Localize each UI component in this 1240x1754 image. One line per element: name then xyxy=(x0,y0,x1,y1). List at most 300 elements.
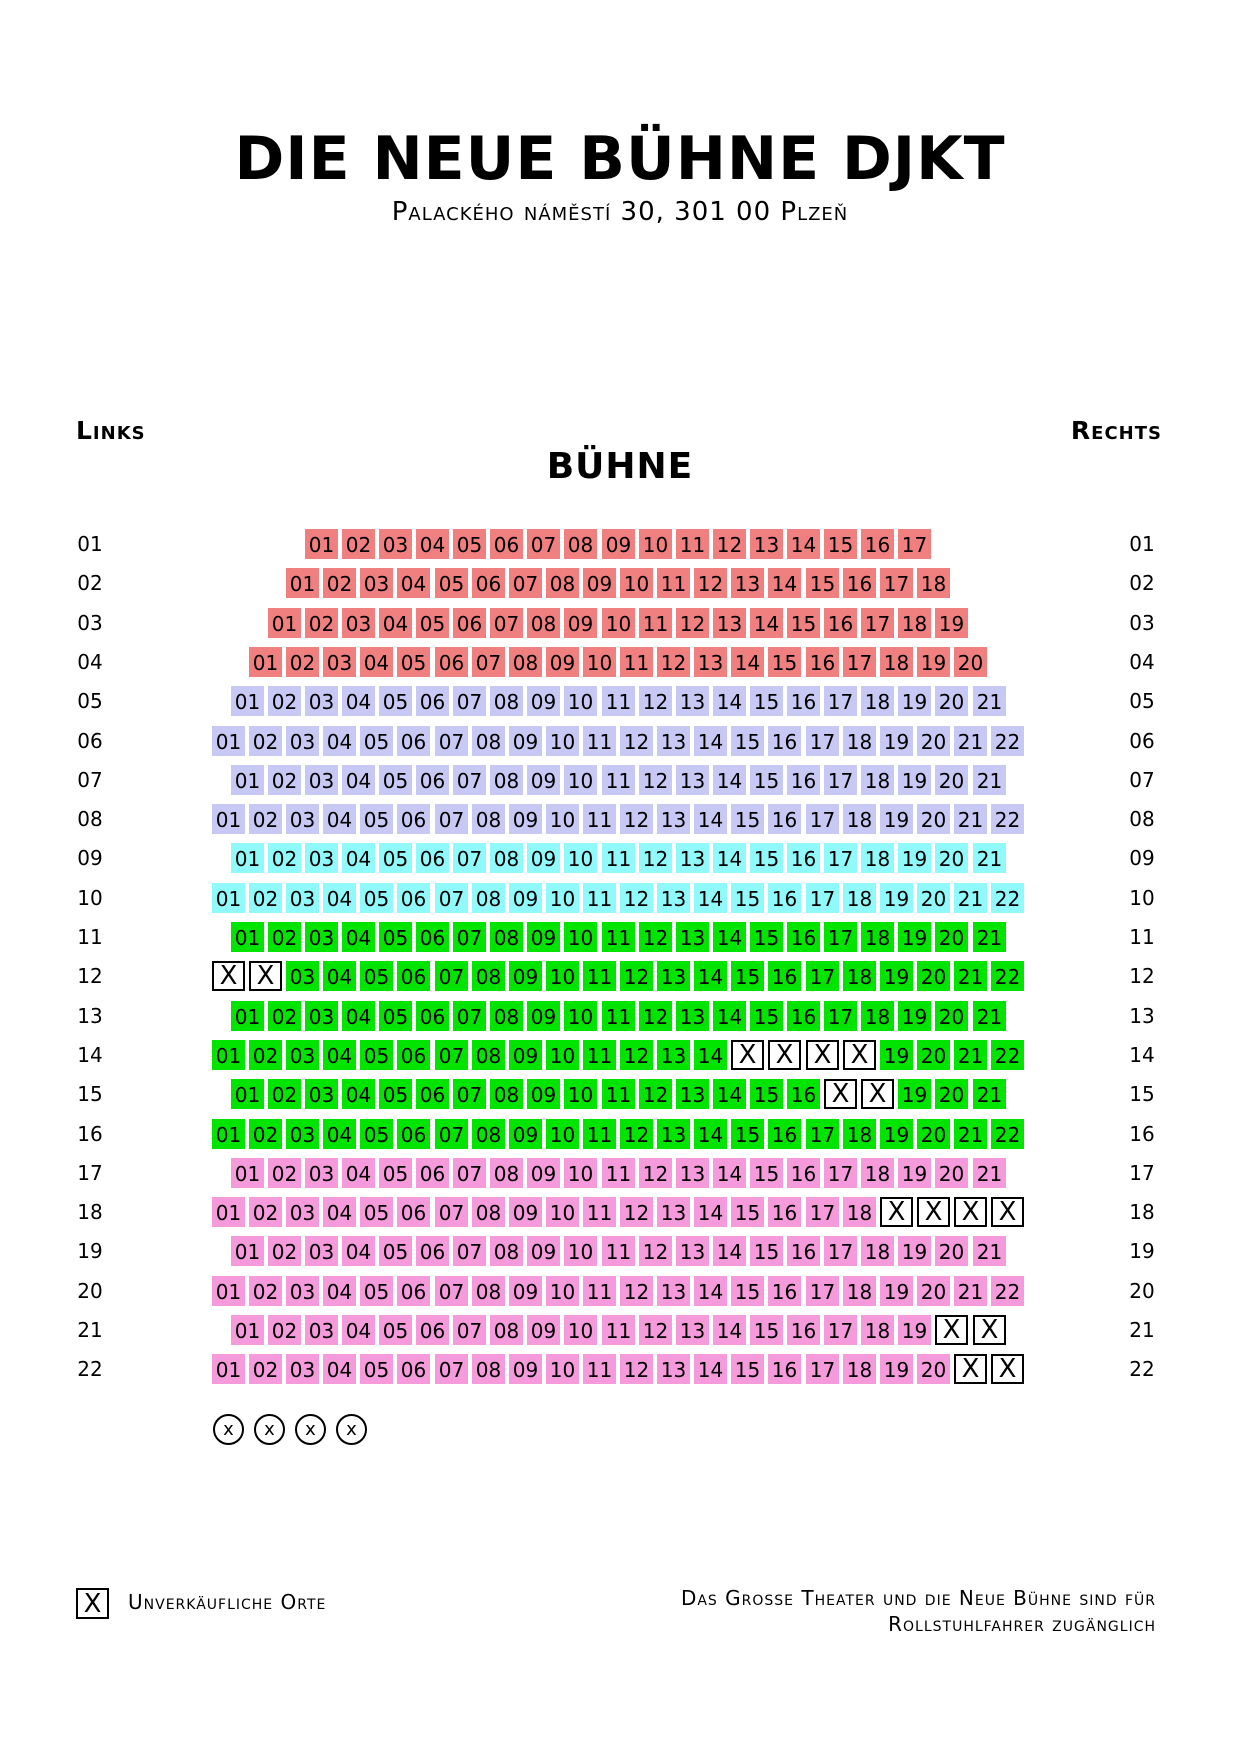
seat[interactable]: 21 xyxy=(973,686,1006,716)
seat[interactable]: 17 xyxy=(880,568,913,598)
seat[interactable]: 17 xyxy=(806,1354,839,1384)
seat[interactable]: 11 xyxy=(583,1119,616,1149)
seat[interactable]: 18 xyxy=(861,1001,894,1031)
seat[interactable]: 18 xyxy=(843,726,876,756)
seat[interactable]: 11 xyxy=(583,1276,616,1306)
seat[interactable]: 12 xyxy=(676,608,709,638)
seat[interactable]: 13 xyxy=(657,961,690,991)
seat[interactable]: 07 xyxy=(527,529,560,559)
seat[interactable]: 08 xyxy=(490,1315,523,1345)
seat[interactable]: 03 xyxy=(305,1001,338,1031)
seat[interactable]: 16 xyxy=(768,1354,801,1384)
seat[interactable]: 22 xyxy=(991,1040,1024,1070)
seat[interactable]: 06 xyxy=(397,804,430,834)
seat[interactable]: 07 xyxy=(453,1001,486,1031)
seat[interactable]: 21 xyxy=(973,1158,1006,1188)
seat[interactable]: 20 xyxy=(935,1079,968,1109)
seat[interactable]: 11 xyxy=(583,1197,616,1227)
seat[interactable]: 08 xyxy=(472,883,505,913)
seat[interactable]: 11 xyxy=(583,883,616,913)
seat[interactable]: 05 xyxy=(379,1236,412,1266)
seat[interactable]: 21 xyxy=(954,726,987,756)
seat[interactable]: 04 xyxy=(342,922,375,952)
seat[interactable]: 01 xyxy=(231,1236,264,1266)
seat[interactable]: 17 xyxy=(843,647,876,677)
seat[interactable]: 05 xyxy=(379,843,412,873)
seat[interactable]: 15 xyxy=(731,804,764,834)
seat[interactable]: 10 xyxy=(564,843,597,873)
seat[interactable]: 10 xyxy=(564,922,597,952)
seat[interactable]: 04 xyxy=(416,529,449,559)
seat[interactable]: 21 xyxy=(954,804,987,834)
seat[interactable]: 02 xyxy=(268,922,301,952)
seat[interactable]: 05 xyxy=(360,726,393,756)
seat[interactable]: 04 xyxy=(342,1158,375,1188)
seat[interactable]: 01 xyxy=(212,883,245,913)
seat[interactable]: 01 xyxy=(231,686,264,716)
seat[interactable]: 19 xyxy=(898,1315,931,1345)
seat[interactable]: 14 xyxy=(713,1158,746,1188)
seat[interactable]: 13 xyxy=(676,922,709,952)
seat[interactable]: 14 xyxy=(694,1276,727,1306)
seat[interactable]: 05 xyxy=(360,1040,393,1070)
seat[interactable]: 06 xyxy=(397,1354,430,1384)
seat[interactable]: 17 xyxy=(824,922,857,952)
seat[interactable]: 03 xyxy=(305,1158,338,1188)
seat[interactable]: 04 xyxy=(342,843,375,873)
seat[interactable]: 02 xyxy=(268,1001,301,1031)
seat[interactable]: 02 xyxy=(268,843,301,873)
seat[interactable]: 09 xyxy=(527,1315,560,1345)
seat[interactable]: 10 xyxy=(546,1040,579,1070)
seat[interactable]: 17 xyxy=(824,1158,857,1188)
seat[interactable]: 10 xyxy=(564,1001,597,1031)
seat[interactable]: 08 xyxy=(490,1079,523,1109)
seat[interactable]: 20 xyxy=(917,1119,950,1149)
seat[interactable]: 05 xyxy=(416,608,449,638)
seat[interactable]: 16 xyxy=(768,883,801,913)
seat[interactable]: 03 xyxy=(286,883,319,913)
seat[interactable]: 16 xyxy=(787,1158,820,1188)
seat[interactable]: 01 xyxy=(231,922,264,952)
seat[interactable]: 17 xyxy=(824,1001,857,1031)
seat[interactable]: 20 xyxy=(935,1158,968,1188)
seat[interactable]: 01 xyxy=(286,568,319,598)
seat[interactable]: 06 xyxy=(397,883,430,913)
seat[interactable]: 19 xyxy=(880,726,913,756)
seat[interactable]: 05 xyxy=(360,1354,393,1384)
seat[interactable]: 13 xyxy=(657,1197,690,1227)
seat[interactable]: 10 xyxy=(564,686,597,716)
seat[interactable]: 02 xyxy=(268,686,301,716)
seat[interactable]: 07 xyxy=(435,1276,468,1306)
seat[interactable]: 22 xyxy=(991,726,1024,756)
seat[interactable]: 20 xyxy=(935,686,968,716)
seat[interactable]: 08 xyxy=(490,843,523,873)
seat[interactable]: 11 xyxy=(602,1158,635,1188)
seat[interactable]: 18 xyxy=(861,1315,894,1345)
seat[interactable]: 22 xyxy=(991,883,1024,913)
seat[interactable]: 13 xyxy=(657,1354,690,1384)
seat[interactable]: 05 xyxy=(453,529,486,559)
seat[interactable]: 09 xyxy=(527,1236,560,1266)
seat[interactable]: 10 xyxy=(564,765,597,795)
seat[interactable]: 13 xyxy=(713,608,746,638)
seat[interactable]: 19 xyxy=(880,1119,913,1149)
seat[interactable]: 08 xyxy=(472,1276,505,1306)
seat[interactable]: 13 xyxy=(657,1276,690,1306)
seat[interactable]: 10 xyxy=(564,1158,597,1188)
seat[interactable]: 04 xyxy=(360,647,393,677)
seat[interactable]: 09 xyxy=(509,726,542,756)
seat[interactable]: 04 xyxy=(323,883,356,913)
seat[interactable]: 17 xyxy=(824,1236,857,1266)
seat[interactable]: 15 xyxy=(731,1197,764,1227)
seat[interactable]: 12 xyxy=(713,529,746,559)
seat[interactable]: 19 xyxy=(935,608,968,638)
seat[interactable]: 17 xyxy=(806,1197,839,1227)
seat[interactable]: 06 xyxy=(435,647,468,677)
seat[interactable]: 12 xyxy=(620,726,653,756)
seat[interactable]: 12 xyxy=(639,1236,672,1266)
seat[interactable]: 03 xyxy=(379,529,412,559)
seat[interactable]: 12 xyxy=(620,961,653,991)
seat[interactable]: 04 xyxy=(323,961,356,991)
seat[interactable]: 05 xyxy=(360,1119,393,1149)
seat[interactable]: 04 xyxy=(342,765,375,795)
seat[interactable]: 01 xyxy=(268,608,301,638)
seat[interactable]: 15 xyxy=(750,1079,783,1109)
seat[interactable]: 21 xyxy=(973,922,1006,952)
seat[interactable]: 14 xyxy=(787,529,820,559)
seat[interactable]: 09 xyxy=(509,1119,542,1149)
seat[interactable]: 02 xyxy=(286,647,319,677)
seat[interactable]: 08 xyxy=(472,1197,505,1227)
seat[interactable]: 01 xyxy=(231,1158,264,1188)
seat[interactable]: 07 xyxy=(435,883,468,913)
seat[interactable]: 21 xyxy=(973,1236,1006,1266)
seat[interactable]: 03 xyxy=(305,922,338,952)
seat[interactable]: 21 xyxy=(973,1079,1006,1109)
seat[interactable]: 10 xyxy=(546,961,579,991)
seat[interactable]: 21 xyxy=(973,843,1006,873)
seat[interactable]: 15 xyxy=(750,922,783,952)
seat[interactable]: 09 xyxy=(527,922,560,952)
seat[interactable]: 11 xyxy=(639,608,672,638)
seat[interactable]: 04 xyxy=(323,1040,356,1070)
seat[interactable]: 01 xyxy=(212,1276,245,1306)
seat[interactable]: 13 xyxy=(750,529,783,559)
seat[interactable]: 19 xyxy=(880,1040,913,1070)
seat[interactable]: 10 xyxy=(546,726,579,756)
seat[interactable]: 18 xyxy=(861,922,894,952)
seat[interactable]: 12 xyxy=(620,1119,653,1149)
seat[interactable]: 01 xyxy=(212,1197,245,1227)
seat[interactable]: 18 xyxy=(843,1119,876,1149)
seat[interactable]: 05 xyxy=(379,1158,412,1188)
seat[interactable]: 02 xyxy=(249,804,282,834)
seat[interactable]: 15 xyxy=(768,647,801,677)
seat[interactable]: 17 xyxy=(806,1276,839,1306)
seat[interactable]: 01 xyxy=(249,647,282,677)
seat[interactable]: 06 xyxy=(397,1040,430,1070)
seat[interactable]: 07 xyxy=(453,1315,486,1345)
seat[interactable]: 19 xyxy=(898,686,931,716)
seat[interactable]: 05 xyxy=(360,804,393,834)
seat[interactable]: 14 xyxy=(713,765,746,795)
seat[interactable]: 10 xyxy=(564,1079,597,1109)
seat[interactable]: 02 xyxy=(268,765,301,795)
seat[interactable]: 01 xyxy=(212,1119,245,1149)
seat[interactable]: 10 xyxy=(639,529,672,559)
seat[interactable]: 03 xyxy=(286,1276,319,1306)
seat[interactable]: 12 xyxy=(639,765,672,795)
seat[interactable]: 12 xyxy=(620,1197,653,1227)
seat[interactable]: 03 xyxy=(286,1197,319,1227)
seat[interactable]: 02 xyxy=(323,568,356,598)
seat[interactable]: 20 xyxy=(917,883,950,913)
seat[interactable]: 20 xyxy=(917,1040,950,1070)
seat[interactable]: 16 xyxy=(768,1197,801,1227)
seat[interactable]: 06 xyxy=(416,1001,449,1031)
seat[interactable]: 05 xyxy=(379,686,412,716)
seat[interactable]: 18 xyxy=(843,1354,876,1384)
seat[interactable]: 05 xyxy=(360,1276,393,1306)
seat[interactable]: 14 xyxy=(750,608,783,638)
seat[interactable]: 21 xyxy=(973,765,1006,795)
seat[interactable]: 06 xyxy=(397,1119,430,1149)
seat[interactable]: 04 xyxy=(323,1197,356,1227)
seat[interactable]: 01 xyxy=(231,1001,264,1031)
seat[interactable]: 06 xyxy=(416,1079,449,1109)
seat[interactable]: 09 xyxy=(602,529,635,559)
seat[interactable]: 02 xyxy=(249,726,282,756)
seat[interactable]: 02 xyxy=(268,1158,301,1188)
seat[interactable]: 16 xyxy=(787,1001,820,1031)
seat[interactable]: 09 xyxy=(509,1197,542,1227)
seat[interactable]: 11 xyxy=(583,961,616,991)
seat[interactable]: 11 xyxy=(620,647,653,677)
seat[interactable]: 13 xyxy=(657,1119,690,1149)
seat[interactable]: 16 xyxy=(768,961,801,991)
seat[interactable]: 19 xyxy=(898,1158,931,1188)
seat[interactable]: 08 xyxy=(472,961,505,991)
seat[interactable]: 07 xyxy=(453,922,486,952)
seat[interactable]: 22 xyxy=(991,1119,1024,1149)
seat[interactable]: 13 xyxy=(657,1040,690,1070)
seat[interactable]: 22 xyxy=(991,1276,1024,1306)
seat[interactable]: 11 xyxy=(602,1315,635,1345)
seat[interactable]: 03 xyxy=(305,843,338,873)
seat[interactable]: 10 xyxy=(546,1354,579,1384)
seat[interactable]: 19 xyxy=(898,843,931,873)
seat[interactable]: 07 xyxy=(435,804,468,834)
seat[interactable]: 14 xyxy=(694,883,727,913)
seat[interactable]: 05 xyxy=(379,1315,412,1345)
seat[interactable]: 15 xyxy=(731,883,764,913)
seat[interactable]: 07 xyxy=(435,1119,468,1149)
seat[interactable]: 20 xyxy=(954,647,987,677)
seat[interactable]: 17 xyxy=(806,1119,839,1149)
seat[interactable]: 19 xyxy=(880,1276,913,1306)
seat[interactable]: 19 xyxy=(880,883,913,913)
seat[interactable]: 10 xyxy=(564,1236,597,1266)
seat[interactable]: 05 xyxy=(360,883,393,913)
seat[interactable]: 09 xyxy=(509,1276,542,1306)
seat[interactable]: 08 xyxy=(490,1001,523,1031)
seat[interactable]: 08 xyxy=(472,726,505,756)
seat[interactable]: 17 xyxy=(861,608,894,638)
seat[interactable]: 01 xyxy=(212,726,245,756)
seat[interactable]: 04 xyxy=(323,804,356,834)
seat[interactable]: 02 xyxy=(268,1079,301,1109)
seat[interactable]: 14 xyxy=(694,1119,727,1149)
seat[interactable]: 05 xyxy=(435,568,468,598)
seat[interactable]: 08 xyxy=(490,1158,523,1188)
seat[interactable]: 06 xyxy=(416,765,449,795)
seat[interactable]: 06 xyxy=(416,1158,449,1188)
seat[interactable]: 10 xyxy=(546,1197,579,1227)
seat[interactable]: 15 xyxy=(750,1236,783,1266)
seat[interactable]: 19 xyxy=(898,1001,931,1031)
seat[interactable]: 02 xyxy=(249,1197,282,1227)
seat[interactable]: 20 xyxy=(935,843,968,873)
seat[interactable]: 21 xyxy=(954,883,987,913)
seat[interactable]: 21 xyxy=(954,961,987,991)
seat[interactable]: 18 xyxy=(861,1158,894,1188)
seat[interactable]: 01 xyxy=(305,529,338,559)
seat[interactable]: 17 xyxy=(824,686,857,716)
seat[interactable]: 12 xyxy=(639,1315,672,1345)
seat[interactable]: 16 xyxy=(787,765,820,795)
seat[interactable]: 13 xyxy=(676,1158,709,1188)
seat[interactable]: 12 xyxy=(639,1158,672,1188)
seat[interactable]: 08 xyxy=(490,922,523,952)
seat[interactable]: 03 xyxy=(305,1236,338,1266)
seat[interactable]: 09 xyxy=(527,1079,560,1109)
seat[interactable]: 03 xyxy=(286,961,319,991)
seat[interactable]: 16 xyxy=(768,804,801,834)
seat[interactable]: 09 xyxy=(583,568,616,598)
seat[interactable]: 05 xyxy=(379,922,412,952)
seat[interactable]: 06 xyxy=(416,686,449,716)
seat[interactable]: 18 xyxy=(917,568,950,598)
seat[interactable]: 16 xyxy=(768,726,801,756)
seat[interactable]: 11 xyxy=(676,529,709,559)
seat[interactable]: 04 xyxy=(342,1001,375,1031)
seat[interactable]: 19 xyxy=(898,1236,931,1266)
seat[interactable]: 15 xyxy=(731,1354,764,1384)
seat[interactable]: 07 xyxy=(435,726,468,756)
seat[interactable]: 05 xyxy=(360,1197,393,1227)
seat[interactable]: 16 xyxy=(768,1276,801,1306)
seat[interactable]: 06 xyxy=(397,1197,430,1227)
seat[interactable]: 08 xyxy=(472,1119,505,1149)
seat[interactable]: 09 xyxy=(546,647,579,677)
seat[interactable]: 10 xyxy=(564,1315,597,1345)
seat[interactable]: 11 xyxy=(583,804,616,834)
seat[interactable]: 19 xyxy=(880,804,913,834)
seat[interactable]: 14 xyxy=(694,1354,727,1384)
seat[interactable]: 16 xyxy=(787,1079,820,1109)
seat[interactable]: 19 xyxy=(917,647,950,677)
seat[interactable]: 15 xyxy=(787,608,820,638)
seat[interactable]: 10 xyxy=(546,1276,579,1306)
seat[interactable]: 06 xyxy=(397,961,430,991)
seat[interactable]: 09 xyxy=(564,608,597,638)
seat[interactable]: 09 xyxy=(527,1158,560,1188)
seat[interactable]: 15 xyxy=(731,1119,764,1149)
seat[interactable]: 01 xyxy=(231,1079,264,1109)
seat[interactable]: 20 xyxy=(917,1276,950,1306)
seat[interactable]: 02 xyxy=(268,1315,301,1345)
seat[interactable]: 01 xyxy=(231,765,264,795)
seat[interactable]: 08 xyxy=(564,529,597,559)
seat[interactable]: 19 xyxy=(898,1079,931,1109)
seat[interactable]: 17 xyxy=(824,1315,857,1345)
seat[interactable]: 18 xyxy=(843,804,876,834)
seat[interactable]: 20 xyxy=(917,961,950,991)
seat[interactable]: 13 xyxy=(676,1236,709,1266)
seat[interactable]: 06 xyxy=(472,568,505,598)
seat[interactable]: 01 xyxy=(212,1040,245,1070)
seat[interactable]: 07 xyxy=(453,765,486,795)
seat[interactable]: 14 xyxy=(768,568,801,598)
seat[interactable]: 08 xyxy=(490,765,523,795)
seat[interactable]: 06 xyxy=(416,1315,449,1345)
seat[interactable]: 09 xyxy=(527,843,560,873)
seat[interactable]: 06 xyxy=(416,922,449,952)
seat[interactable]: 03 xyxy=(342,608,375,638)
seat[interactable]: 02 xyxy=(249,1276,282,1306)
seat[interactable]: 11 xyxy=(583,726,616,756)
seat[interactable]: 09 xyxy=(527,765,560,795)
seat[interactable]: 19 xyxy=(880,961,913,991)
seat[interactable]: 07 xyxy=(435,1354,468,1384)
seat[interactable]: 15 xyxy=(731,1276,764,1306)
seat[interactable]: 17 xyxy=(806,804,839,834)
seat[interactable]: 20 xyxy=(917,804,950,834)
seat[interactable]: 14 xyxy=(713,922,746,952)
seat[interactable]: 14 xyxy=(713,1001,746,1031)
seat[interactable]: 12 xyxy=(620,1040,653,1070)
seat[interactable]: 07 xyxy=(435,1197,468,1227)
seat[interactable]: 15 xyxy=(750,843,783,873)
seat[interactable]: 02 xyxy=(249,1040,282,1070)
seat[interactable]: 18 xyxy=(861,765,894,795)
seat[interactable]: 05 xyxy=(397,647,430,677)
seat[interactable]: 15 xyxy=(750,1158,783,1188)
seat[interactable]: 04 xyxy=(379,608,412,638)
seat[interactable]: 13 xyxy=(676,686,709,716)
seat[interactable]: 09 xyxy=(509,1040,542,1070)
seat[interactable]: 19 xyxy=(898,922,931,952)
seat[interactable]: 04 xyxy=(323,1119,356,1149)
seat[interactable]: 09 xyxy=(509,804,542,834)
seat[interactable]: 18 xyxy=(861,1236,894,1266)
seat[interactable]: 21 xyxy=(973,1001,1006,1031)
seat[interactable]: 20 xyxy=(917,726,950,756)
seat[interactable]: 07 xyxy=(453,686,486,716)
seat[interactable]: 17 xyxy=(806,726,839,756)
seat[interactable]: 03 xyxy=(286,1119,319,1149)
seat[interactable]: 08 xyxy=(509,647,542,677)
seat[interactable]: 10 xyxy=(546,1119,579,1149)
seat[interactable]: 13 xyxy=(694,647,727,677)
seat[interactable]: 05 xyxy=(360,961,393,991)
seat[interactable]: 13 xyxy=(657,804,690,834)
seat[interactable]: 15 xyxy=(731,726,764,756)
